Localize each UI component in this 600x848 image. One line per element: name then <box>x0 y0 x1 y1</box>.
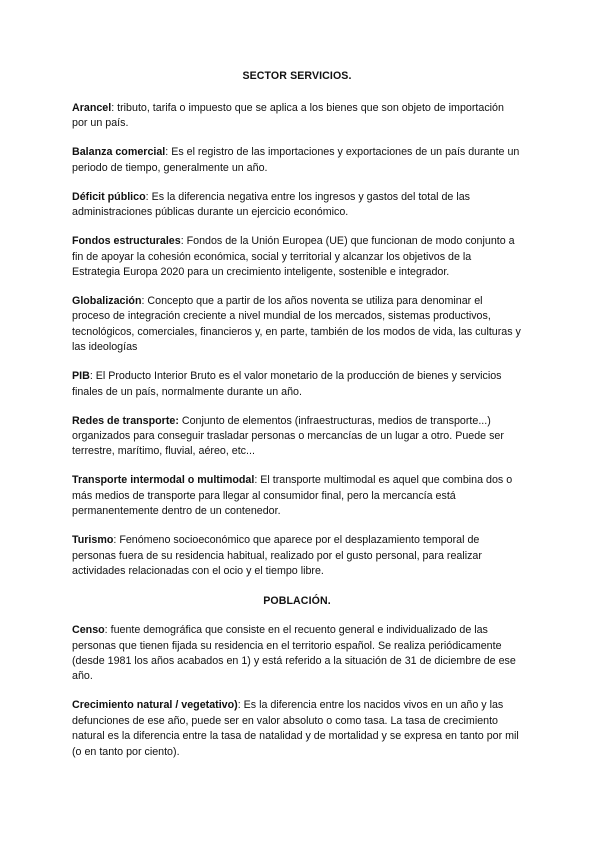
glossary-term: PIB <box>72 370 90 383</box>
glossary-term: Globalización <box>72 295 142 308</box>
section-heading-poblacion: POBLACIÓN. <box>263 595 331 608</box>
glossary-entry-arancel <box>72 101 522 132</box>
glossary-term: Arancel <box>72 102 112 114</box>
glossary-term: Balanza comercial <box>72 146 166 159</box>
glossary-definition: : El transporte multimodal es aquel que combina dos o más medios de transporte para llegar al consumidor final, pero la mercancía está permanentemente dentro de un contenedor. <box>72 474 513 518</box>
glossary-entry-crecimiento-natural <box>72 698 522 760</box>
glossary-entry-fondos-estructurales <box>72 234 522 280</box>
glossary-entry-censo <box>72 623 522 685</box>
glossary-term: Redes de transporte: <box>72 414 179 427</box>
glossary-entry-transporte-intermodal <box>72 473 522 519</box>
glossary-entry-turismo <box>72 533 522 579</box>
glossary-definition: : El Producto Interior Bruto es el valor monetario de la producción de bienes y servicios finales de un país, normalmente durante un año. <box>72 370 502 398</box>
glossary-definition: Conjunto de elementos (infraestructuras, medios de transporte...) organizados para conseguir trasladar personas o mercancías de un lugar a otro. Puede ser terrestre, marítimo, fluvial, aéreo, etc... <box>72 414 504 458</box>
glossary-term: Fondos estructurales <box>72 235 181 248</box>
glossary-definition: : Es la diferencia entre los nacidos vivos en un año y las defunciones de ese año, puede ser en valor absoluto o como tasa. La tasa de crecimiento natural es la diferencia entre la tasa de natalidad y de mortalidad y se expresa en tanto por mil (o en tanto por ciento). <box>72 699 519 758</box>
glossary-definition: : fuente demográfica que consiste en el recuento general e individualizado de las personas que tienen fijada su residencia en el territorio español. Se realiza periódicamente (desde 1981 los años acabados en 1) y está referido a la situación de 31 de diciembre de ese año. <box>72 624 516 683</box>
glossary-entry-globalizacion <box>72 294 522 356</box>
glossary-definition: : tributo, tarifa o impuesto que se aplica a los bienes que son objeto de importación por un país. <box>72 102 504 130</box>
glossary-term: Censo <box>72 624 105 637</box>
glossary-definition: : Fenómeno socioeconómico que aparece por el desplazamiento temporal de personas fuera de su residencia habitual, realizado por el gusto personal, para realizar actividades relacionadas con el ocio y el tiempo libre. <box>72 534 482 578</box>
glossary-definition: : Es el registro de las importaciones y exportaciones de un país durante un periodo de tiempo, generalmente un año. <box>72 146 520 174</box>
glossary-entry-redes-de-transporte <box>72 414 522 460</box>
section-heading-sector-servicios: SECTOR SERVICIOS. <box>242 70 352 82</box>
glossary-entry-pib <box>72 369 522 400</box>
glossary-entry-balanza-comercial <box>72 145 522 176</box>
glossary-definition: : Fondos de la Unión Europea (UE) que funcionan de modo conjunto a fin de apoyar la cohesión económica, social y territorial y alcanzar los objetivos de la Estrategia Europa 2020 para un crecimiento inteligente, sostenible e integrador. <box>72 235 515 279</box>
glossary-term: Crecimiento natural / vegetativo) <box>72 699 238 712</box>
glossary-term: Déficit público <box>72 190 146 203</box>
glossary-definition: : Concepto que a partir de los años noventa se utiliza para denominar el proceso de integración creciente a nivel mundial de los mercados, sistemas productivos, tecnológicos, comerciales, financieros y, en parte, también de los modos de vida, las culturas y las ideologías <box>72 295 521 354</box>
glossary-term: Turismo <box>72 534 114 547</box>
glossary-definition: : Es la diferencia negativa entre los ingresos y gastos del total de las administraciones públicas durante un ejercicio económico. <box>72 190 471 219</box>
glossary-entry-deficit-publico <box>72 190 522 221</box>
glossary-term: Transporte intermodal o multimodal <box>72 474 255 487</box>
